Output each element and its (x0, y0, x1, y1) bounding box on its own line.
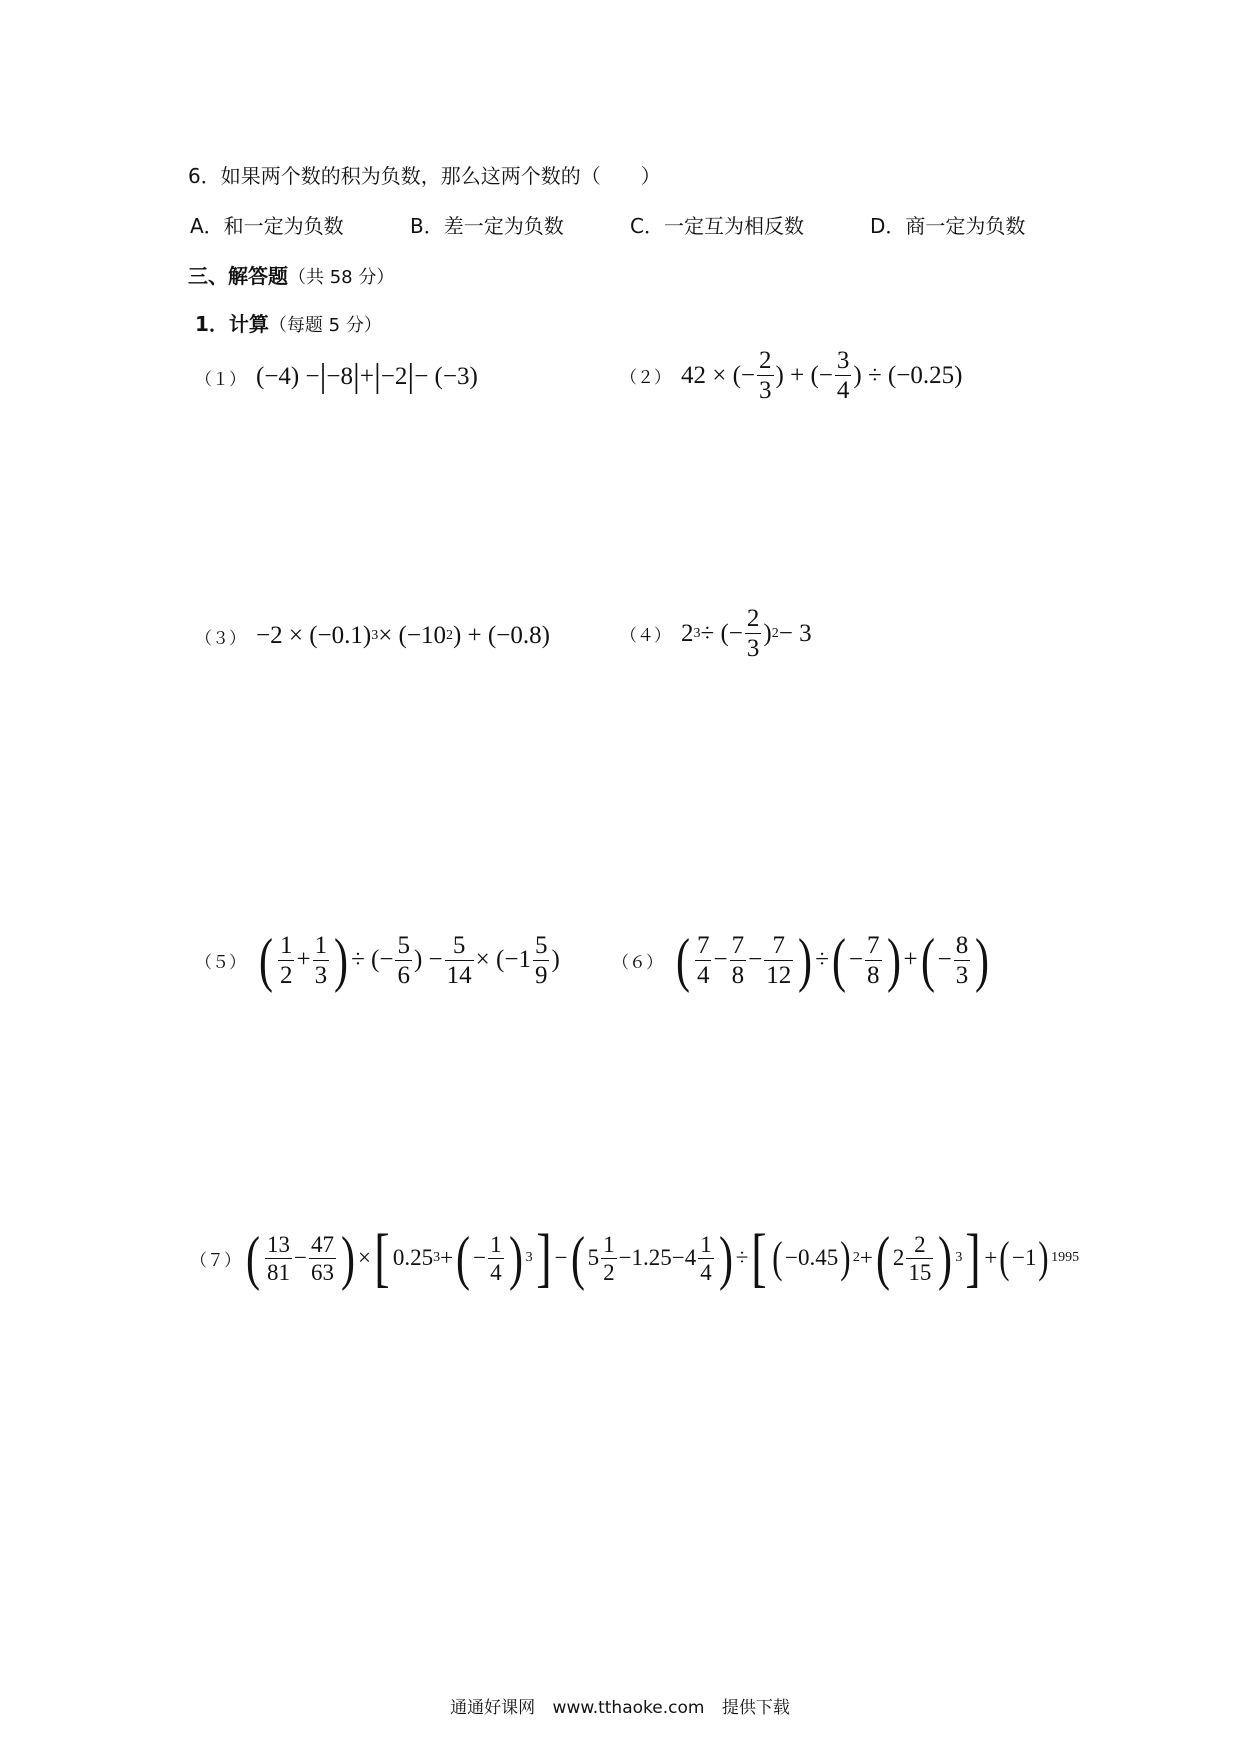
problem-1-expression: (−4) − | −8 | + | −2 | − (−3) (256, 358, 478, 395)
problem-4 (620, 606, 812, 661)
problem-2 (620, 348, 962, 403)
section-3-heading (188, 260, 394, 289)
footer-url: www.tthaoke.com (552, 1698, 705, 1718)
problem-7 (190, 1221, 1080, 1294)
problem-2-number: （２） (620, 368, 671, 388)
part-1-title: 1．计算 (195, 312, 269, 336)
option-d: D．商一定为负数 (870, 214, 1026, 238)
problem-5 (195, 927, 560, 993)
problem-6-expression: ( $\frac{7}{4}$ − $\frac{7}{8}$ − $\frac{7}{12}$ ) ÷ ( − $\frac{7}{8}$ ) + ( − $\frac{8}{3}$ ) (675, 927, 990, 993)
footer-note: 提供下载 (721, 1698, 790, 1718)
page-footer (0, 1693, 1240, 1718)
option-a: A．和一定为负数 (190, 214, 344, 238)
option-b: B．差一定为负数 (410, 214, 564, 238)
problem-4-expression: 2 3 ÷ (− $\frac{2}{3}$ ) 2 − 3 (681, 605, 812, 662)
section-3-score: （共 58 分） (288, 267, 395, 288)
problem-4-number: （４） (620, 626, 671, 646)
problem-2-expression: 42 × (− $\frac{2}{3}$ ) + (− $\frac{3}{4}$ ) ÷ (−0.25) (681, 347, 963, 404)
problem-6 (612, 927, 992, 993)
problem-6-number: （６） (612, 952, 663, 973)
problem-3-expression: −2 × (−0.1) 3 × (−10 2 ) + (−0.8) (256, 622, 550, 649)
part-1-heading (195, 308, 382, 337)
problem-5-number: （５） (195, 952, 246, 973)
footer-site-name: 通通好课网 (450, 1698, 536, 1718)
problem-7-number: （７） (190, 1250, 241, 1271)
section-3-title: 三、解答题 (188, 264, 288, 288)
problem-7-expression: ( $\frac{13}{81}$ − $\frac{47}{63}$ ) × [ 0.25 3 + ( − $\frac{1}{4}$ ) 3 ] − ( 5 $\frac{1}{2}$ −1.25−4 $\frac{1}{4}$ ) ÷ [ ( −0.45 ) 2 + ( 2 $\frac{2}{15}$ ) 3 ] + ( −1 ) 1995 (245, 1221, 1080, 1294)
problem-3 (195, 622, 550, 650)
problem-3-number: （３） (195, 628, 246, 649)
part-1-score: （每题 5 分） (268, 315, 382, 336)
problem-5-expression: ( $\frac{1}{2}$ + $\frac{1}{3}$ ) ÷ (− $\frac{5}{6}$ ) − $\frac{5}{14}$ × (−1 $\frac{5}{9}$ ) (258, 927, 560, 993)
problem-1 (195, 358, 478, 396)
option-c: C．一定互为相反数 (630, 214, 804, 238)
problem-1-number: （１） (195, 369, 246, 390)
question-6-stem: 6．如果两个数的积为负数，那么这两个数的（ ） (188, 164, 661, 188)
